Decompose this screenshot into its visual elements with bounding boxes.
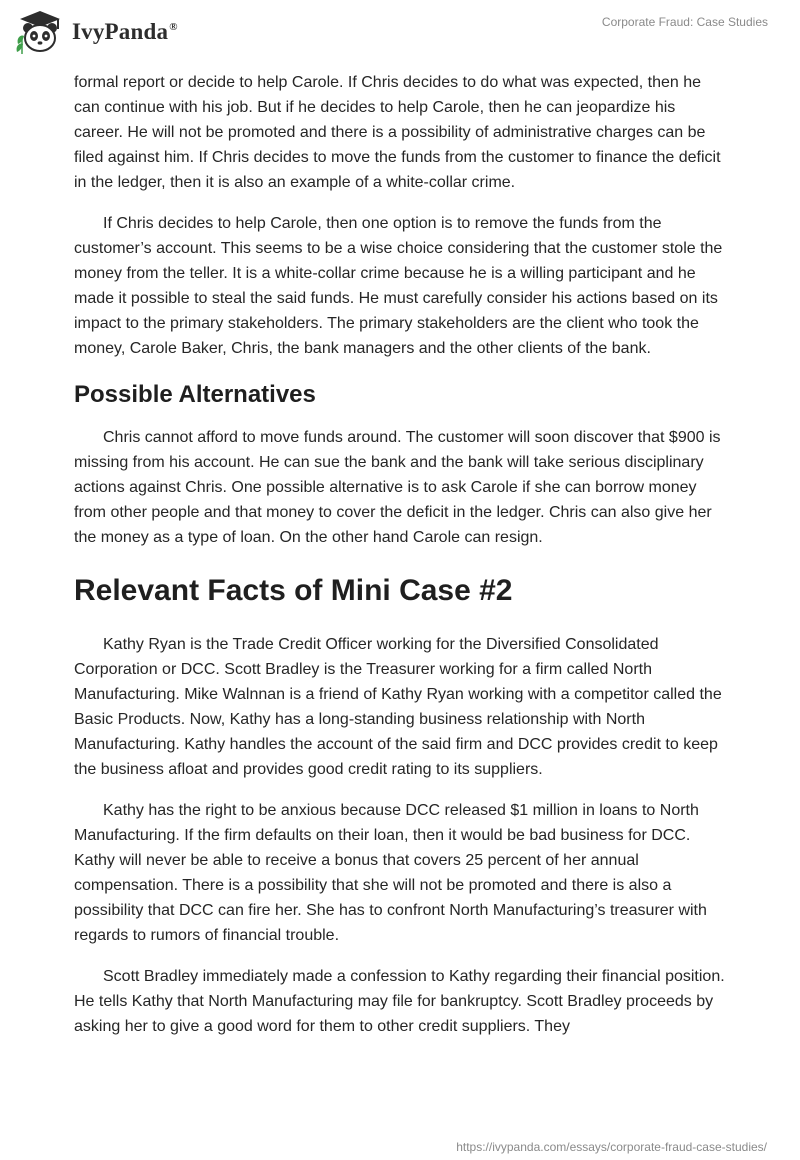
section-heading-mini-case: Relevant Facts of Mini Case #2 xyxy=(74,574,513,607)
page-header xyxy=(0,0,800,60)
paragraph: If Chris decides to help Carole, then one option is to remove the funds from the customer’s account. This seems to be a wise choice considering that the customer stole the money from the teller. It is a white-collar crime because he is a willing participant and he made it possible to steal the said funds. He must carefully consider his actions based on its impact to the primary stakeholders. The primary stakeholders are the client who took the money, Carole Baker, Chris, the bank managers and the other clients of the bank. xyxy=(74,215,723,357)
ivypanda-logo[interactable] xyxy=(14,8,178,56)
source-url[interactable]: https://ivypanda.com/essays/corporate-fraud-case-studies/ xyxy=(456,1140,767,1154)
section-heading-alternatives: Possible Alternatives xyxy=(74,381,316,408)
paragraph: formal report or decide to help Carole. If Chris decides to do what was expected, then he can continue with his job. But if he decides to help Carole, then he can jeopardize his career. He will not be promoted and there is a possibility of administrative charges can be filed against him. If Chris decides to move the funds from the customer to finance the deficit in the ledger, then it is also an example of a white-collar crime. xyxy=(74,74,721,191)
essay-content xyxy=(74,70,726,1055)
document-title: Corporate Fraud: Case Studies xyxy=(601,15,768,29)
brand-name: IvyPanda® xyxy=(72,19,178,44)
paragraph: Kathy has the right to be anxious because DCC released $1 million in loans to North Manufacturing. If the firm defaults on their loan, then it would be bad business for DCC. Kathy will never be able to receive a bonus that covers 25 percent of her annual compensation. There is a possibility that she will not be promoted and there is also a possibility that DCC can fire her. She has to confront North Manufacturing’s treasurer with regards to rumors of financial trouble. xyxy=(74,802,707,944)
paragraph: Kathy Ryan is the Trade Credit Officer working for the Diversified Consolidated Corporation or DCC. Scott Bradley is the Treasurer working for a firm called North Manufacturing. Mike Walnnan is a friend of Kathy Ryan working with a competitor called the Basic Products. Now, Kathy has a long-standing business relationship with North Manufacturing. Kathy handles the account of the said firm and DCC provides credit to keep the business afloat and provides good credit rating to its suppliers. xyxy=(74,636,722,778)
panda-graduate-icon xyxy=(14,8,66,56)
paragraph: Chris cannot afford to move funds around. The customer will soon discover that $900 is missing from his account. He can sue the bank and the bank will take serious disciplinary actions against Chris. One possible alternative is to ask Carole if she can borrow money from other people and that money to cover the deficit in the ledger. Chris can also give her the money as a type of loan. On the other hand Carole can resign. xyxy=(74,429,721,546)
paragraph: Scott Bradley immediately made a confession to Kathy regarding their financial position. He tells Kathy that North Manufacturing may file for bankruptcy. Scott Bradley proceeds by asking her to give a good word for them to other credit suppliers. They xyxy=(74,968,725,1035)
